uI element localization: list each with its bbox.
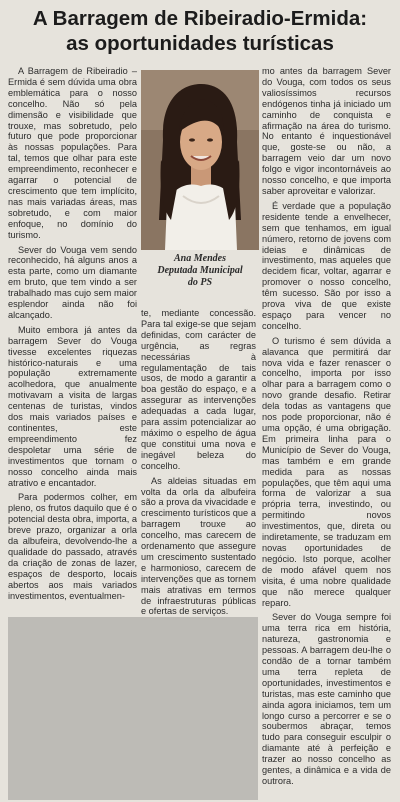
redacted-area (8, 617, 258, 800)
paragraph: É verdade que a população residente tende a envelhecer, sem que tenhamos, em igual número, retorno de jovens com ideias e dinâmicas de investimento, mas aqueles que decidem ficar, voltar, agarrar e promover o nosso concelho, têm sucesso. São por isso a prova viva de que existe espaço para vencer no concelho. (262, 200, 391, 331)
photo-caption (141, 253, 259, 289)
paragraph: mo antes da barragem Sever do Vouga, com todos os seus valiosíssimos recursos endógenos tinha já iniciado um caminho de conquista e afirmação na área do turismo. No entanto é inquestionável que, goste-se ou não, a barragem veio dar um novo folgo e vigor incontornáveis ao nosso concelho, e que importa saber aproveitar e valorizar. (262, 66, 391, 196)
article-column-2 (141, 308, 256, 636)
article-title (10, 6, 390, 56)
caption-party: do PS (187, 277, 213, 288)
paragraph: Para podermos colher, em pleno, os frutos daquilo que é o potencial desta obra, importa, a breve prazo, organizar a orla da albufeira, devolvendo-lhe a qualidade do passado, através da criação de zonas de lazer, espaços de desporto, locais abertos aos mais variados investimentos, eventualmen- (8, 492, 137, 601)
article-title-line-1: A Barragem de Ribeiradio-Ermida: (32, 7, 368, 30)
paragraph: Sever do Vouga sempre foi uma terra rica em história, natureza, gastronomia e pessoas. A barragem deu-lhe o condão de a tornar também uma terra repleta de oportunidades, investimentos e turistas, mas este caminho que ainda agora iniciamos, tem um longo curso a percorrer e se o soubermos abraçar, temos tudo para conseguir esculpir o diamante até à perfeição e trazer ao nosso concelho as gentes, a dinâmica e a vida de outrora. (262, 612, 391, 786)
article-column-1 (8, 66, 137, 606)
caption-role: Deputada Municipal (157, 265, 243, 276)
paragraph: Muito embora já antes da barragem Sever do Vouga tivesse excelentes riquezas histórico-naturais e uma população extremamente acolhedora, que anualmente motivavam a visita de largas centenas de turistas, vindos dos mais variados países e continentes, este empreendimento fez despoletar uma série de investimentos que tornam o nosso concelho ainda mais atrativo e encantador. (8, 324, 137, 488)
paragraph: As aldeias situadas em volta da orla da albufeira são a prova da vivacidade e crescimento turísticos que a barragem trouxe ao concelho, mas carecem de ordenamento que assegure um crescimento sustentado e harmonioso, carecem de intervenções que as tornem mais atrativas em termos de infraestruturas públicas e ofertas de serviços. (141, 475, 256, 617)
article-title-line-2: as oportunidades turísticas (66, 32, 334, 55)
article-column-3 (262, 66, 391, 791)
caption-name: Ana Mendes (174, 253, 226, 264)
paragraph: A Barragem de Ribeiradio – Ermida é sem dúvida uma obra emblemática para o nosso concelho. Não só pela dimensão e visibilidade que trouxe, mas sobretudo, pelo futuro que pode proporcionar às nossas populações. Para tal, temos que olhar para este empreendimento, reconhecer e agarrar o potencial de crescimento que tem implícito, nas mais variadas áreas, mas sobretudo, e com maior enfoque, no domínio do turismo. (8, 66, 137, 240)
paragraph: te, mediante concessão. Para tal exige-se que sejam definidas, com carácter de urgência, as regras necessárias à regulamentação de tais usos, de modo a garantir a boa gestão do espaço, e a assegurar as intervenções adequadas a cada lugar, para assim potencializar ao máximo o espelho de água que constitui uma nova e inegável beleza do concelho. (141, 308, 256, 471)
author-photo (141, 70, 259, 250)
paragraph: O turismo é sem dúvida a alavanca que permitirá dar nova vida e fazer renascer o concelho, importa por isso olhar para a barragem como o novo grande desafio. Retirar dela todas as vantagens que nos pode proporcionar, não é uma opção, é uma obrigação. Em primeira linha para o Município de Sever do Vouga, mas também e em grande medida para as nossas populações, que têm aqui uma forma de valorizar a sua própria terra, investindo, ou permitindo novos investimentos, que, direta ou indiretamente, se traduzam em novas oportunidades de negócio. Isto porque, acolher de modo afável quem nos visita, é uma nobre qualidade que não merece qualquer reparo. (262, 335, 391, 608)
paragraph: Sever do Vouga vem sendo reconhecido, há alguns anos a esta parte, como um diamante em bruto, que tem vindo a ser trabalhado mas cujo sem maior esplendor ainda não foi alcançado. (8, 244, 137, 320)
portrait-image (141, 70, 259, 250)
